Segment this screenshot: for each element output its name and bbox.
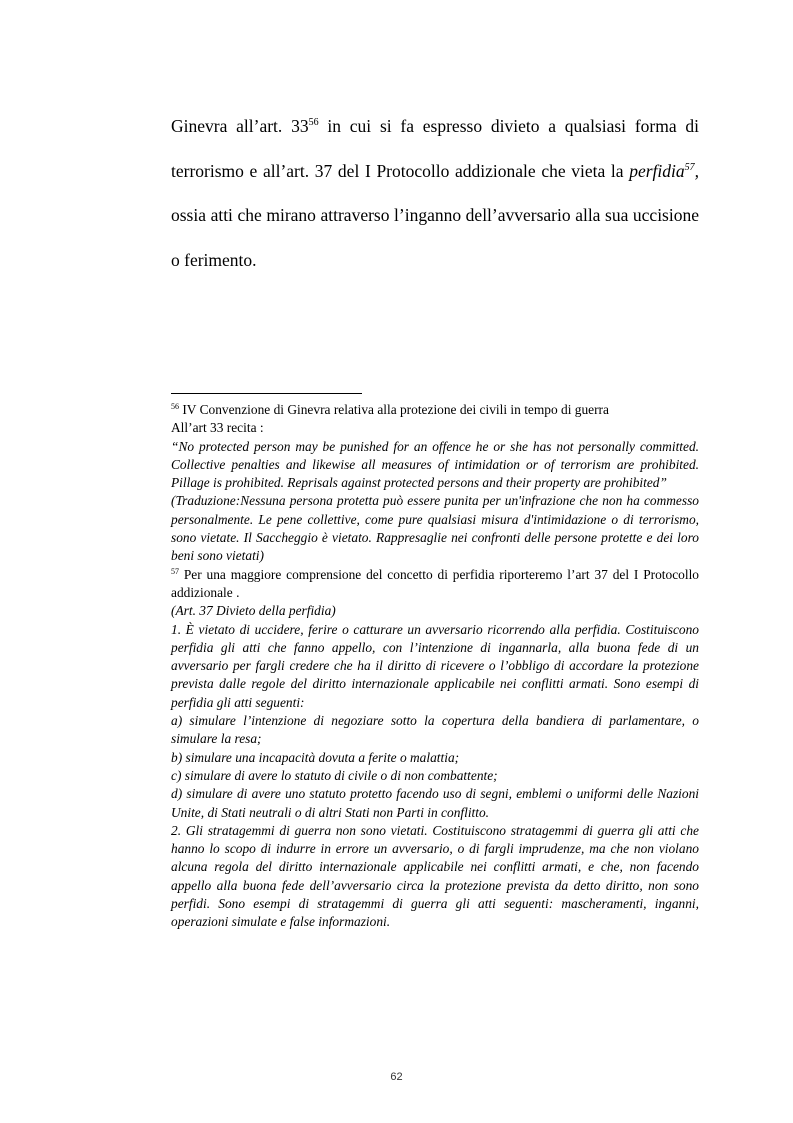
footnote-57-number: 57 [171,566,179,576]
body-paragraph [171,104,699,282]
body-text [171,104,699,282]
footnote-57-item-b: b) simulare una incapacità dovuta a ferite o malattia; [171,749,460,765]
footnote-57-para2: 2. Gli stratagemmi di guerra non sono vietati. Costituiscono stratagemmi di guerra gli atti che hanno lo scopo di indurre in errore un avversario, o di fargli imprudenze, ma che non violano alcuna regola del diritto internazionale applicabile nei conflitti armati, e che, non facendo appello alla buona fede dell’avversario circa la protezione prevista da detto diritto, non sono perfidi. Sono esempi di stratagemmi di guerra gli atti seguenti: mascheramenti, inganni, operazioni simulate e false informazioni. [171,822,699,930]
footnote-56-line: All’art 33 recita : [171,420,264,436]
body-text-part1: Ginevra all’art. 33 [171,116,309,136]
footnote-57-item-d: d) simulare di avere uno statuto protetto facendo uso di segni, emblemi o uniformi delle Nazioni Unite, di Stati neutrali o di altri Stati non Parti in conflitto. [171,786,699,820]
body-text-part3: ossia atti che mirano attraverso l’inganno dell’avversario alla sua uccisione o ferimento. [171,205,699,270]
page-number: 62 [390,1071,403,1083]
footnote-57-item-c: c) simulare di avere lo statuto di civile o di non combattente; [171,767,498,783]
footnote-56-quote: “No protected person may be punished for an offence he or she has not personally committed. Collective penalties and likewise all measures of intimidation or of terrorism are prohibited. Pillage is prohibited. Reprisals against protected persons and their property are prohibited” [171,438,699,491]
footnote-57-heading: (Art. 37 Divieto della perfidia) [171,603,336,619]
footnote-57-para1: 1. È vietato di uccidere, ferire o catturare un avversario ricorrendo alla perfidia. Costituiscono perfidia gli atti che fanno appello, con l’intenzione di ingannarla, alla buona fede di un avversario per fargli credere che ha il diritto di ricevere o l’obbligo di accordare la protezione prevista dalle regole del diritto internazionale applicabile nei conflitti armati. Sono esempi di perfidia gli atti seguenti: [171,621,699,710]
body-text-part2: in cui si fa espresso divieto a qualsiasi forma di terrorismo e all’art. 37 del I Protocollo addizionale che vieta la [171,116,700,181]
footnote-56-lead [171,401,699,419]
footnote-56-translation: (Traduzione:Nessuna persona protetta può essere punita per un'infrazione che non ha commesso personalmente. Le pene collettive, come pure qualsiasi misura d'intimidazione o di terrorismo, sono vietate. Il Saccheggio è vietato. Rappresaglie nei confronti delle persone protette e dei loro beni sono vietati) [171,493,699,564]
footnotes [171,401,699,932]
footnote-separator [171,393,362,394]
footnote-ref-56[interactable]: 56 [308,117,319,128]
body-comma: , [694,160,699,181]
perfidia-term: perfidia [629,160,685,181]
footnote-ref-57[interactable]: 57 [684,161,695,173]
footnote-57-lead [171,566,699,603]
footnote-57-title: Per una maggiore comprensione del concetto di perfidia riporteremo l’art 37 del I Protocollo addizionale . [171,566,699,600]
footnote-57-item-a: a) simulare l’intenzione di negoziare sotto la copertura della bandiera di parlamentare, o simulare la resa; [171,713,699,747]
footnote-56-number: 56 [171,402,179,411]
footnote-56-title: IV Convenzione di Ginevra relativa alla protezione dei civili in tempo di guerra [179,402,609,417]
